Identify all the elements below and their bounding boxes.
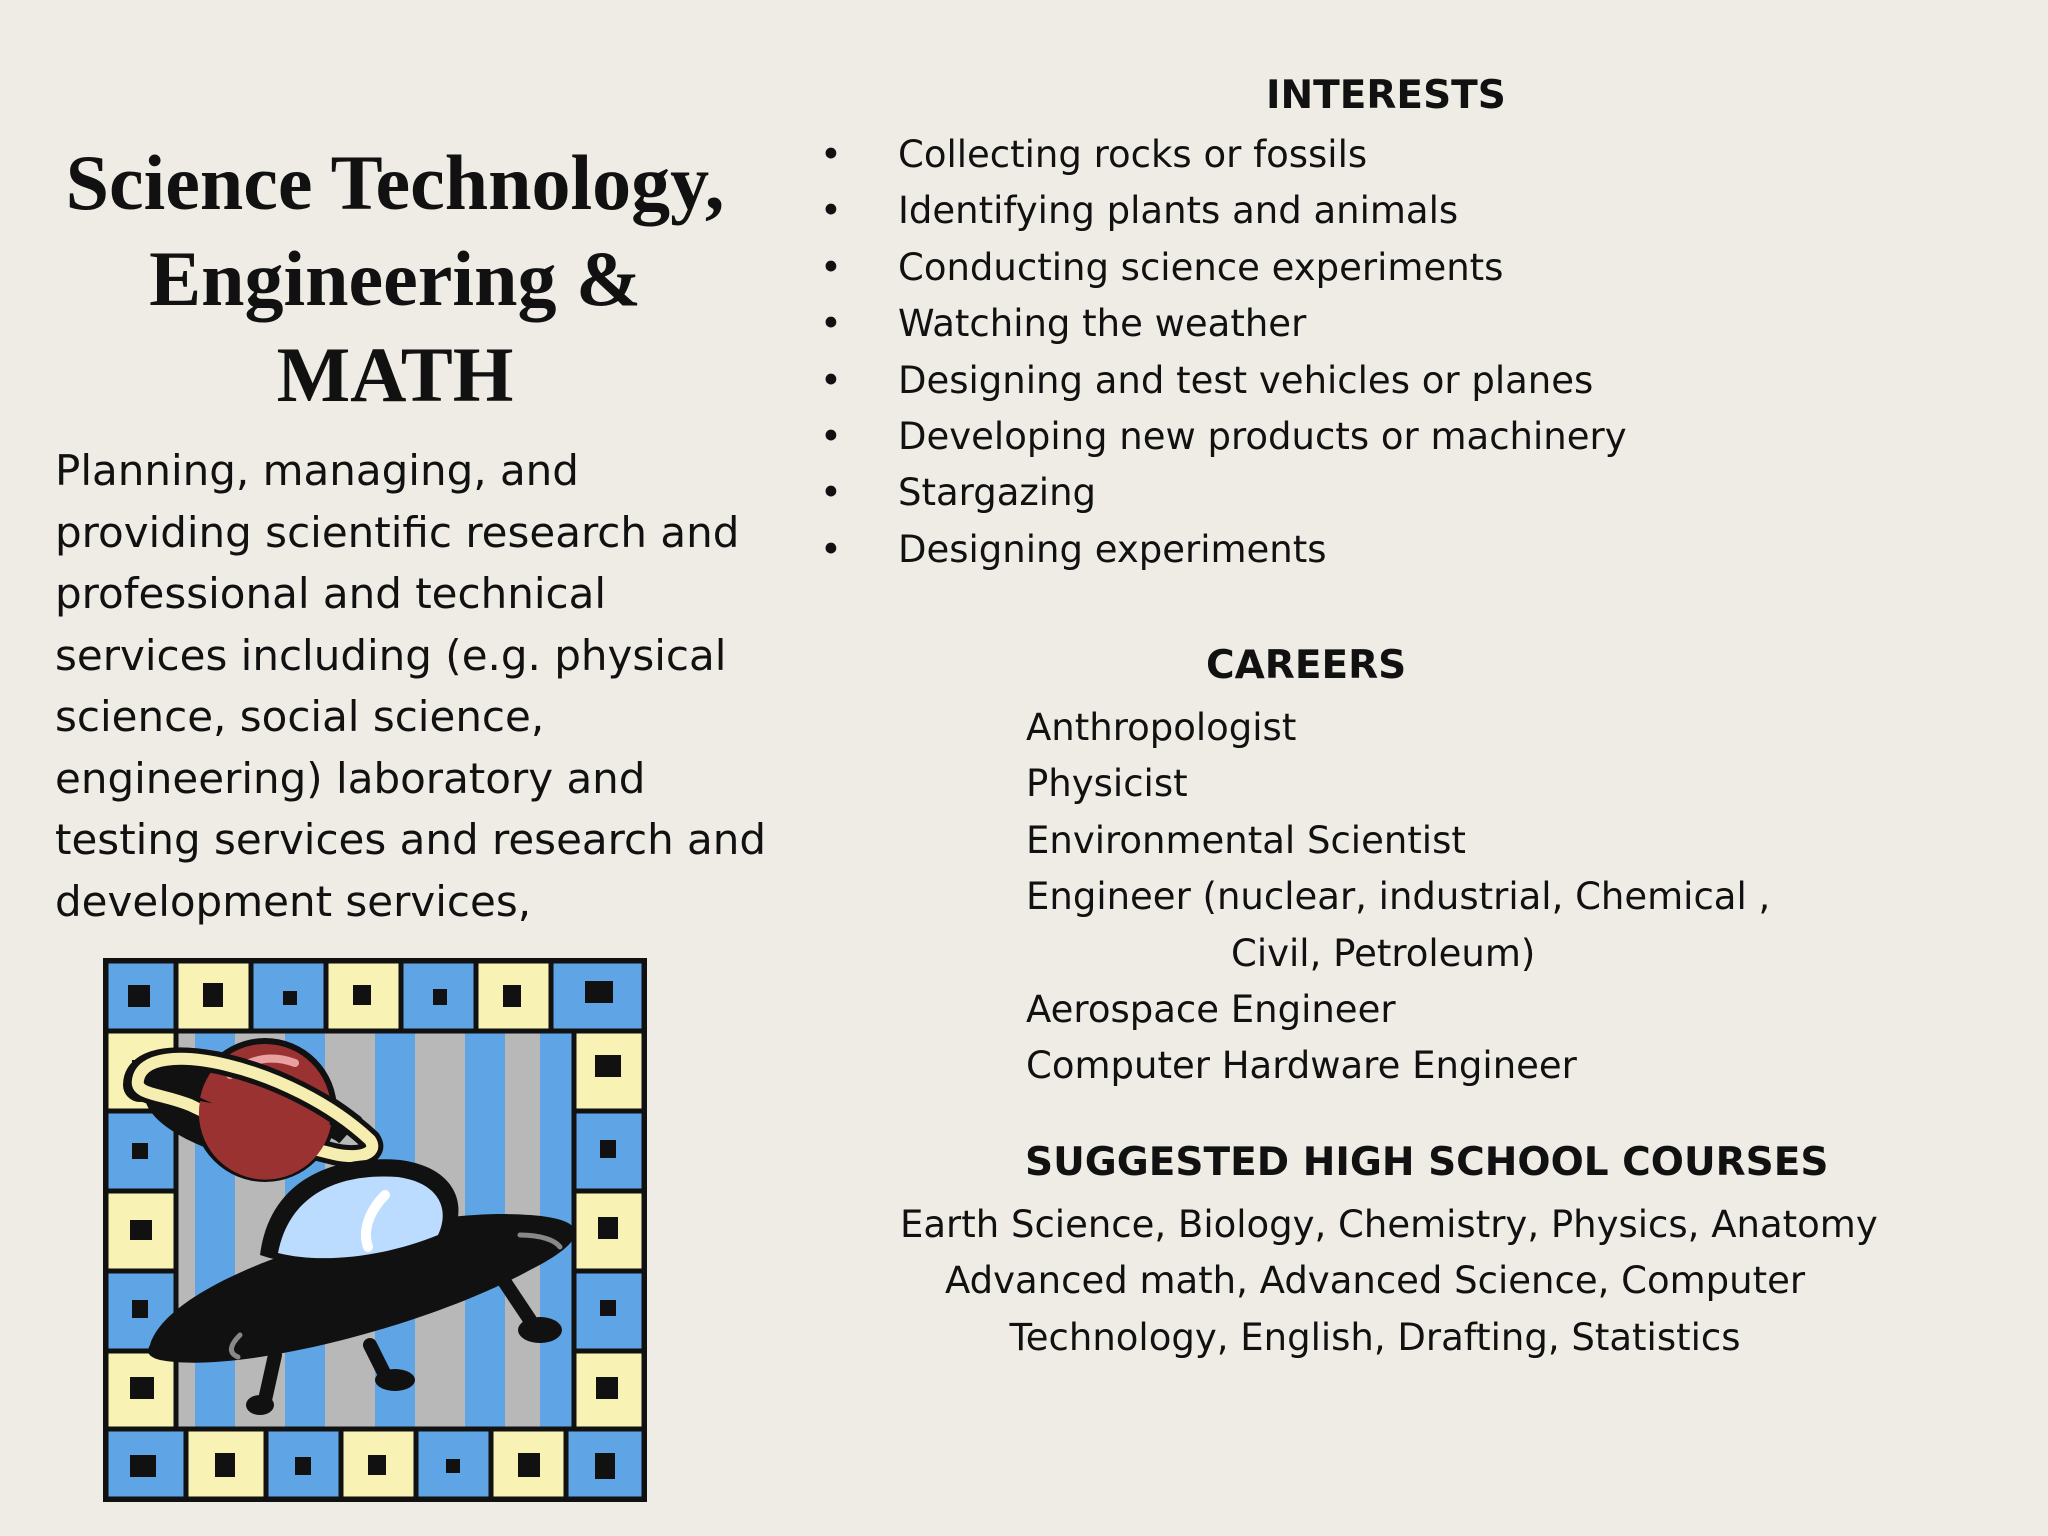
list-item: Anthropologist bbox=[1026, 706, 1297, 749]
list-item: Environmental Scientist bbox=[1026, 818, 1466, 862]
list-item: Aerospace Engineer bbox=[1026, 988, 1396, 1032]
description-line: professional and technical bbox=[55, 569, 607, 618]
courses-line: Earth Science, Biology, Chemistry, Physics, Anatomy bbox=[900, 1203, 1878, 1246]
courses-text bbox=[900, 1197, 1878, 1366]
description-line: providing scientific research and bbox=[55, 507, 740, 557]
list-item: • Conducting science experiments bbox=[820, 240, 1627, 296]
courses-line: Technology, English, Drafting, Statistics bbox=[1009, 1315, 1741, 1359]
description-line: engineering) laboratory and bbox=[55, 753, 646, 803]
list-item: Engineer (nuclear, industrial, Chemical , bbox=[1026, 875, 1771, 919]
list-item: • Watching the weather bbox=[820, 296, 1627, 352]
bullet: • bbox=[820, 133, 842, 176]
description-line: testing services and research and bbox=[55, 815, 767, 864]
courses-heading: SUGGESTED HIGH SCHOOL COURSES bbox=[1025, 1140, 1829, 1185]
list-item: • Identifying plants and animals bbox=[820, 183, 1627, 239]
list-item: • Designing experiments bbox=[820, 522, 1627, 578]
description-line: Planning, managing, and bbox=[55, 446, 579, 495]
careers-list bbox=[1026, 700, 1770, 1095]
interests-list bbox=[820, 127, 1627, 578]
bullet: • bbox=[820, 358, 842, 402]
bullet: • bbox=[820, 189, 842, 233]
list-item: • Stargazing bbox=[820, 465, 1627, 521]
courses-line: Advanced math, Advanced Science, Computer bbox=[944, 1259, 1806, 1303]
interests-heading: INTERESTS bbox=[1266, 73, 1506, 118]
ufo-planet-clipart bbox=[100, 955, 650, 1505]
list-item: • Developing new products or machinery bbox=[820, 409, 1627, 465]
page-title bbox=[30, 135, 760, 423]
bullet: • bbox=[820, 302, 842, 346]
description-line: development services, bbox=[55, 876, 532, 926]
bullet: • bbox=[820, 245, 842, 289]
list-item: Computer Hardware Engineer bbox=[1026, 1044, 1577, 1088]
bullet: • bbox=[820, 415, 842, 459]
bullet: • bbox=[820, 471, 842, 515]
title-line: Science Technology, bbox=[65, 139, 725, 226]
list-item-continuation: Civil, Petroleum) bbox=[1231, 931, 1536, 975]
description-line: science, social science, bbox=[55, 692, 545, 741]
careers-heading: CAREERS bbox=[1206, 643, 1407, 688]
description-line: services including (e.g. physical bbox=[55, 630, 727, 680]
cluster-description bbox=[55, 440, 775, 932]
title-line: MATH bbox=[276, 331, 514, 418]
list-item: • Designing and test vehicles or planes bbox=[820, 353, 1627, 409]
bullet: • bbox=[820, 527, 842, 571]
list-item: Physicist bbox=[1026, 762, 1188, 806]
list-item: • Collecting rocks or fossils bbox=[820, 127, 1627, 183]
title-line: Engineering & bbox=[149, 235, 641, 322]
